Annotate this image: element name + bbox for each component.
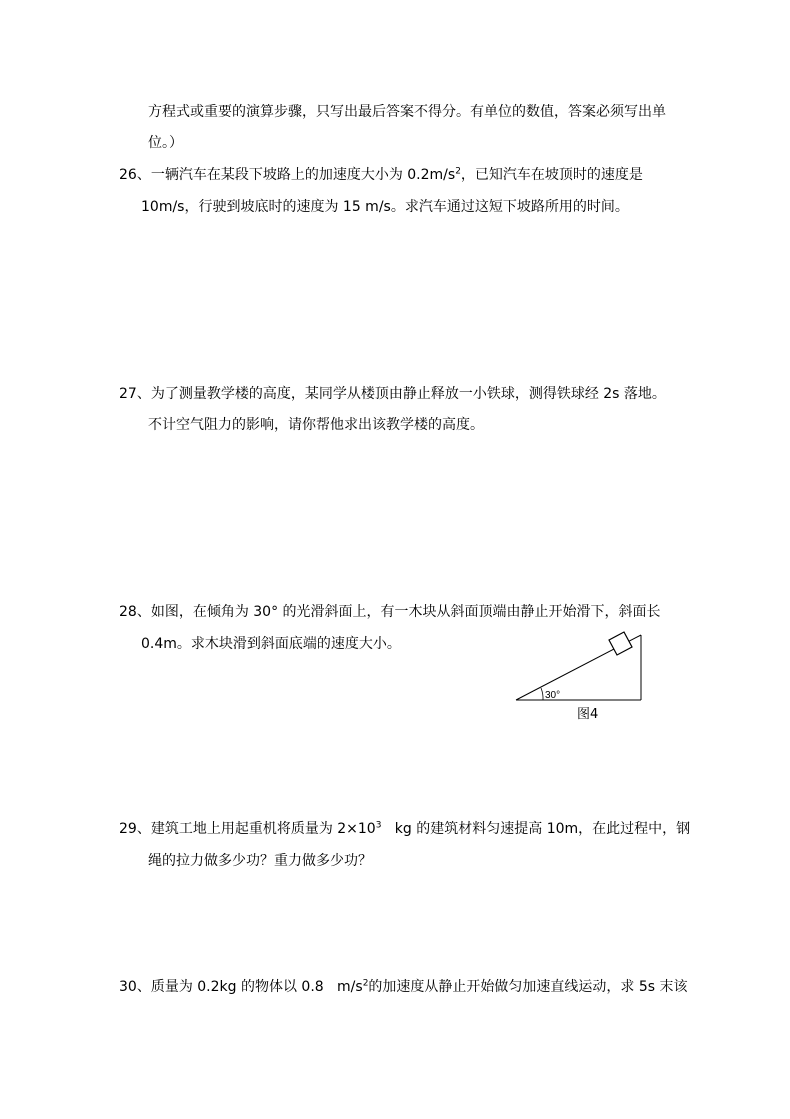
question-30-exponent: 2 <box>362 978 369 989</box>
question-27-line-1: 27、为了测量教学楼的高度，某同学从楼顶由静止释放一小铁球，测得铁球经 2s 落地。 <box>119 386 666 402</box>
instructions-line-2: 位。） <box>148 135 183 151</box>
question-28-line-2: 0.4m。求木块滑到斜面底端的速度大小。 <box>141 636 401 652</box>
question-27-line-2: 不计空气阻力的影响，请你帮他求出该教学楼的高度。 <box>148 417 484 433</box>
question-26-text-a: 26、一辆汽车在某段下坡路上的加速度大小为 0.2m/s <box>119 167 456 183</box>
figure-caption: 图4 <box>577 707 599 722</box>
question-30-line-1 <box>119 978 688 996</box>
question-29-text-b: kg 的建筑材料匀速提高 10m，在此过程中，钢 <box>381 821 691 837</box>
question-29-exponent: 3 <box>375 820 382 831</box>
wooden-block <box>609 632 632 655</box>
question-28-line-1: 28、如图，在倾角为 30° 的光滑斜面上，有一木块从斜面顶端由静止开始滑下，斜面长 <box>119 604 661 620</box>
question-29-line-2: 绳的拉力做多少功？重力做多少功？ <box>148 853 372 869</box>
question-30-text-a: 30、质量为 0.2kg 的物体以 0.8 m/s <box>119 979 363 995</box>
question-30-text-b: 的加速度从静止开始做匀加速直线运动，求 5s 末该 <box>368 979 688 995</box>
question-29-line-1 <box>119 820 690 838</box>
instructions-line-1: 方程式或重要的演算步骤，只写出最后答案不得分。有单位的数值，答案必须写出单 <box>148 104 666 120</box>
question-29-text-a: 29、建筑工地上用起重机将质量为 2×10 <box>119 821 376 837</box>
question-26-exponent: 2 <box>455 166 461 177</box>
question-26-line-1 <box>119 166 643 184</box>
angle-arc <box>541 688 543 700</box>
angle-label: 30° <box>545 690 561 701</box>
question-26-text-b: ，已知汽车在坡顶时的速度是 <box>460 167 643 183</box>
question-26-line-2: 10m/s，行驶到坡底时的速度为 15 m/s。求汽车通过这短下坡路所用的时间。 <box>141 199 629 215</box>
